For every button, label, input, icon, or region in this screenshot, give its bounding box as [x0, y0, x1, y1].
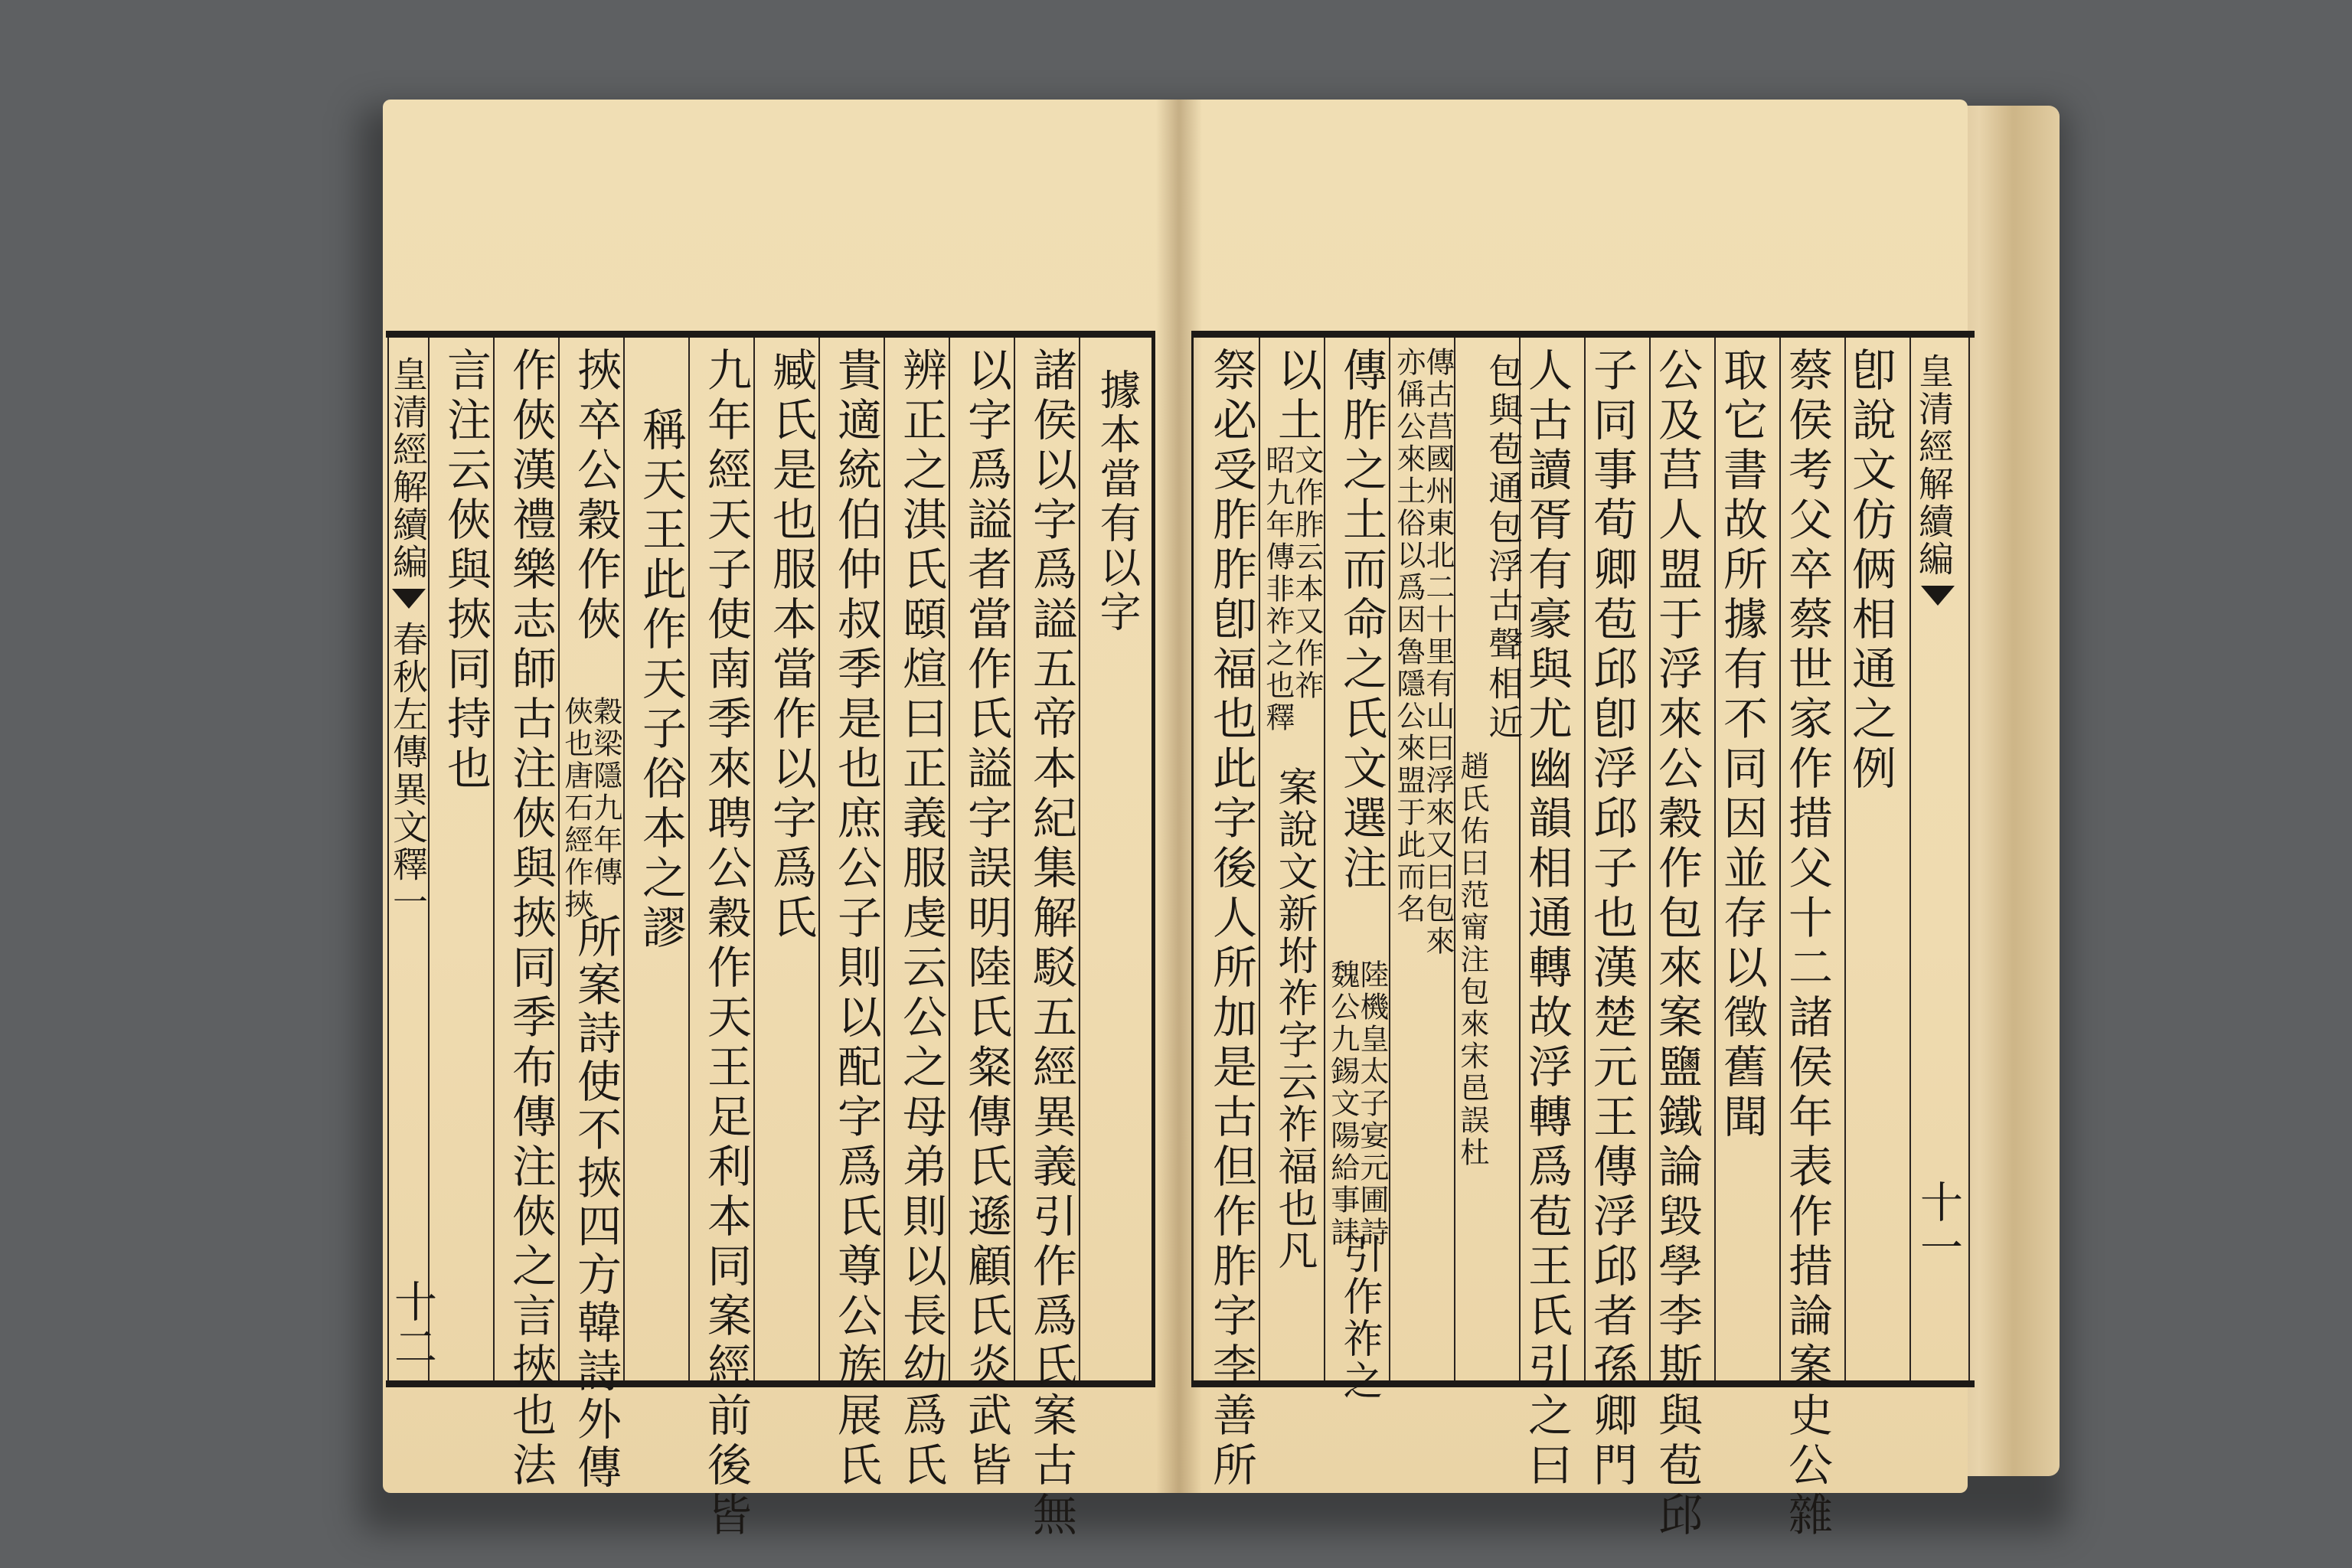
column-rule	[818, 338, 820, 1380]
margin-subtitle: 春秋左傳異文釋一	[387, 621, 429, 921]
text-column-9-top: 傳胙之土而命之氏文選注	[1335, 347, 1387, 894]
annotation-column-7-right: 包與苞通包浮古聲相近	[1482, 353, 1524, 743]
text-column-4: 公及莒人盟于浮來公穀作包來案鹽鐵論毀學李斯與苞邱	[1651, 347, 1703, 1541]
text-column-2: 蔡侯考父卒蔡世家作措父十二諸侯年表作措論案史公雜	[1781, 347, 1833, 1541]
text-column-3: 以字爲謚者當作氏謚字誤明陸氏粲傳氏遜顧氏炎武皆	[960, 347, 1012, 1491]
column-rule	[1389, 338, 1390, 1380]
column-rule	[493, 338, 495, 1380]
annotation-right-top: 昭九年傳非祚之也釋	[1260, 445, 1295, 734]
text-column-10-bottom: 案說文新坿祚字云祚福也凡	[1271, 766, 1317, 1272]
left-text-frame	[386, 331, 1155, 1541]
column-rule	[1909, 338, 1911, 1380]
text-column-6: 人古讀胥有豪與尤幽韻相通轉故浮轉爲苞王氏引之曰	[1521, 347, 1573, 1491]
column-rule	[753, 338, 755, 1380]
column-rule	[1079, 338, 1080, 1380]
text-column-11: 言注云俠與挾同持也	[439, 347, 492, 795]
folio-number: 十一	[1913, 1180, 1963, 1270]
text-column-2: 諸侯以字爲謚五帝本紀集解駁五經異義引作爲氏案古無	[1025, 347, 1077, 1541]
text-column-4: 辨正之淇氏頤煊曰正義服虔云公之母弟則以長幼爲氏	[895, 347, 947, 1491]
text-column-7: 九年經天子使南季來聘公穀作天王足利本同案經前後皆	[700, 347, 752, 1541]
text-column-5: 貴適統伯仲叔季是也庶公子則以配字爲氏尊公族展氏	[830, 347, 882, 1491]
fish-tail-mark	[1921, 586, 1955, 606]
margin-title: 皇清經解續編	[1913, 353, 1955, 578]
text-column-1: 據本當有以字	[1093, 368, 1142, 635]
annotation-right: 穀梁隱九年傳	[588, 696, 622, 889]
margin-title: 皇清經解續編	[387, 356, 429, 581]
column-rule	[949, 338, 950, 1380]
fish-tail-mark	[392, 589, 426, 609]
text-column-1: 卽說文仿俩相通之例	[1844, 347, 1896, 795]
annotation-column-8-left: 亦偁公來土俗以爲因魯隱公來盟于此而名	[1391, 347, 1426, 926]
annotation-left: 俠也唐石經作挾	[559, 696, 593, 921]
annotation-column-8-right: 傳古莒國州東北二十里有山曰浮來又曰包來	[1420, 347, 1455, 958]
text-column-10: 作俠漢禮樂志師古注俠與挾同季布傳注俠之言挾也法	[505, 347, 557, 1491]
folio-number: 十二	[387, 1279, 437, 1370]
text-column-9-bottom: 引作祚之	[1336, 1233, 1382, 1402]
column-rule	[884, 338, 885, 1380]
text-column-9-bottom: 所案詩使不挾四方韓詩外傳	[570, 913, 622, 1492]
right-text-frame	[1191, 331, 1975, 1541]
column-rule	[1324, 338, 1325, 1380]
annotation-right: 陸機皇太子宴元圃詩	[1354, 959, 1389, 1249]
annotation-left: 魏公九錫文陽給事誄	[1325, 959, 1360, 1249]
annotation-column-7-left: 趙氏佑曰范甯注包來宋邑誤杜	[1455, 751, 1489, 1169]
text-column-11: 祭必受胙胙卽福也此字後人所加是古但作胙字李善所	[1205, 347, 1257, 1491]
text-column-5: 子同事荀卿苞邱卽浮邱子也漢楚元王傳浮邱者孫卿門	[1586, 347, 1638, 1491]
column-rule	[1014, 338, 1015, 1380]
text-column-10-top: 以土	[1270, 347, 1322, 446]
text-column-8: 稱天王此作天子俗本之謬	[635, 407, 687, 954]
column-rule	[623, 338, 625, 1380]
center-margin-rule	[1968, 338, 1970, 1380]
text-column-6: 臧氏是也服本當作以字爲氏	[765, 347, 817, 944]
text-column-3: 取它書故所據有不同因並存以徵舊聞	[1716, 347, 1768, 1143]
column-rule	[1259, 338, 1260, 1380]
text-column-9-top: 挾卒公穀作俠	[570, 347, 622, 645]
annotation-left-top: 文作胙云本又作祚	[1289, 445, 1324, 702]
column-rule	[688, 338, 690, 1380]
